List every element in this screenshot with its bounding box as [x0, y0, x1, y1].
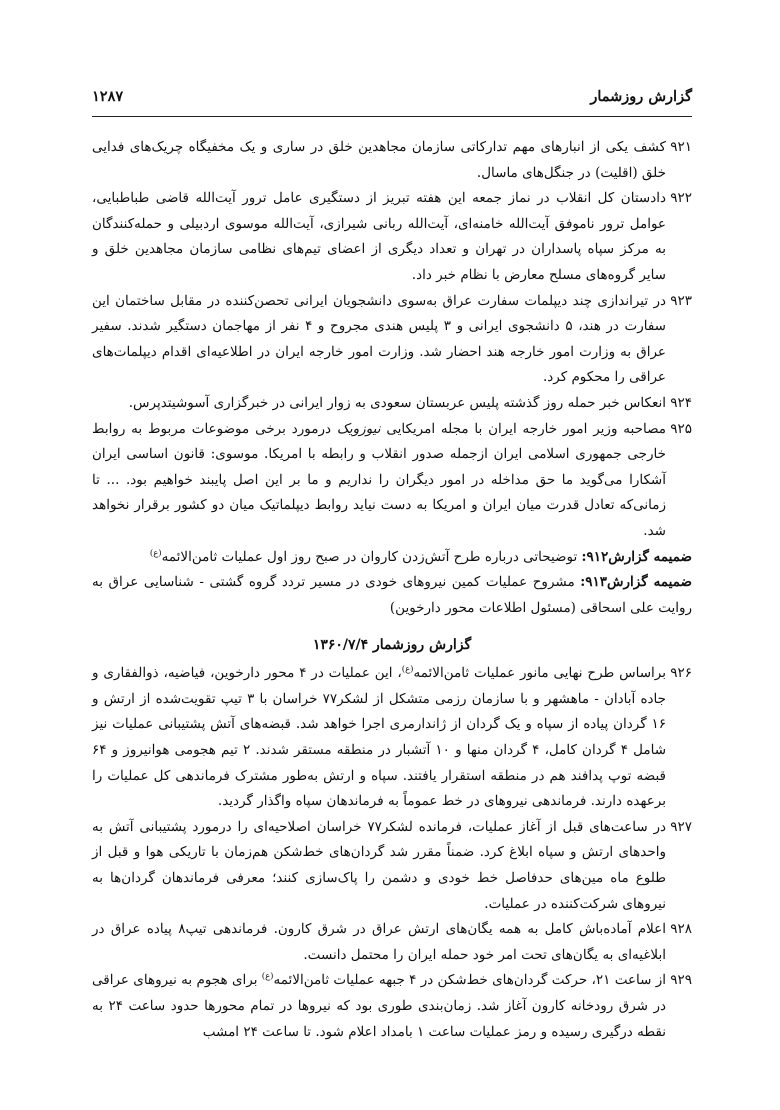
magazine-name: نیوزویک — [336, 420, 381, 437]
appendix-text: توضیحاتی درباره طرح آتش‌زدن کاروان در صبح روز اول عملیات ثامن‌الائمه — [161, 548, 582, 565]
document-body — [92, 135, 692, 1045]
entry-text-part: برای هجوم به نیروهای عراقی در شرق رودخانه کارون آغاز شد. زمان‌بندی طوری بود که نیروها در تمام محورها حدود ساعت ۲۴ به نقطه درگیری رسیده و رمز عملیات ساعت ۱ بامداد اعلام شود. تا ساعت ۲۴ امشب — [92, 972, 666, 1040]
entry-number: ۹۲۷ — [670, 818, 692, 835]
entry-number: ۹۲۸ — [670, 921, 692, 938]
entry-number: ۹۲۲ — [670, 190, 692, 207]
document-page — [92, 88, 692, 1045]
section-heading: گزارش روزشمار ۱۳۶۰/۷/۴ — [312, 637, 472, 654]
header-rule — [92, 116, 692, 117]
entry-926 — [92, 661, 692, 815]
appendix-label: ضمیمه گزارش۹۱۳: — [580, 574, 692, 591]
entry-number: ۹۲۳ — [670, 292, 692, 309]
entry-929 — [92, 968, 692, 1045]
entry-924 — [92, 391, 692, 417]
entry-text — [92, 417, 666, 545]
entry-text-part: درمورد برخی موضوعات مربوط به روابط خارجی جمهوری اسلامی ایران ازجمله صدور انقلاب و رابطه با امریکا. موسوی: قانون اساسی ایران آشکارا می‌گوید ما حق مداخله در امور دیگران را نداریم و ما بر این اصل پایبند خواهیم بود. ... تا زمانی‌که تعادل قدرت میان ایران و امریکا به دست نیاید روابط دیپلماتیک میان دو کشور برقرار نخواهد شد. — [92, 420, 666, 539]
entry-number: ۹۲۶ — [670, 665, 692, 682]
entry-number: ۹۲۴ — [670, 394, 692, 411]
entry-text: در ساعت‌های قبل از آغاز عملیات، فرمانده لشکر۷۷ خراسان اصلاحیه‌ای را درمورد پشتیبانی آتش به واحدهای ارتش و سپاه ابلاغ کرد. ضمناً مقرر شد گردان‌های خط‌شکن هم‌زمان با تاریکی هوا و قبل از طلوع ماه مین‌های حدفاصل خط خودی و دشمن را پاک‌سازی کنند؛ معرفی فرماندهان گردان‌ها به نیروهای شرکت‌کننده در عملیات. — [92, 818, 667, 912]
entry-text-part: براساس طرح نهایی مانور عملیات ثامن‌الائمه — [413, 665, 667, 682]
appendix-superscript: (ع) — [149, 548, 162, 558]
entry-text: کشف یکی از انبارهای مهم تدارکاتی سازمان مجاهدین خلق در ساری و یک مخفیگاه چریک‌های فدایی خلق (اقلیت) در جنگل‌های ماسال. — [92, 139, 666, 181]
appendix-label: ضمیمه گزارش۹۱۲: — [581, 548, 692, 565]
entry-text-part: مصاحبه وزیر امور خارجه ایران با مجله امریکایی — [380, 420, 667, 437]
entry-text: اعلام آماده‌باش کامل به همه یگان‌های ارتش عراق در شرق کارون. فرماندهی تیپ۸ پیاده عراق در ابلاغیه‌ای به یگان‌های تحت امر خود حمله ایران را محتمل دانست. — [92, 921, 666, 963]
entry-text — [92, 968, 666, 1045]
entry-number: ۹۲۵ — [670, 420, 692, 437]
appendix-913 — [92, 570, 692, 621]
entry-923 — [92, 289, 692, 391]
entry-text: در تیراندازی چند دیپلمات سفارت عراق به‌سوی دانشجویان ایرانی تحصن‌کننده در مقابل ساختمان این سفارت در هند، ۵ دانشجوی ایرانی و ۳ پلیس هندی مجروح و ۴ نفر از مهاجمان دستگیر شدند. سفیر عراق به وزارت امور خارجه هند احضار شد. وزارت امور خارجه ایران در اطلاعیه‌ای اقدام دیپلمات‌های عراقی را محکوم کرد. — [92, 292, 666, 386]
entry-superscript: (ع) — [261, 971, 274, 982]
entry-text: دادستان کل انقلاب در نماز جمعه این هفته تبریز از دستگیری عامل ترور آیت‌الله قاضی طباطبایی، عوامل ترور ناموفق آیت‌الله خامنه‌ای، آیت‌الله ربانی شیرازی، آیت‌الله موسوی اردبیلی و حمله‌کنندگان به مرکز سپاه پاسداران در تهران و تعداد دیگری از اعضای تیم‌های نظامی سازمان مجاهدین خلق و سایر گروه‌های مسلح معارض با نظام خبر داد. — [92, 190, 666, 283]
entry-927 — [92, 815, 692, 917]
running-header — [92, 88, 692, 112]
appendix-text: مشروح عملیات کمین نیروهای خودی در مسیر تردد گروه گشتی - شناسایی عراق به روایت علی اسحاقی (مسئول اطلاعات محور دارخوین) — [92, 574, 692, 616]
entry-921 — [92, 135, 692, 186]
entry-text-part: ، این عملیات در ۴ محور دارخوین، فیاضیه، ذوالفقاری و جاده آبادان - ماهشهر و با سازمان رزمی متشکل از لشکر۷۷ خراسان با ۳ تیپ تقویت‌شده از ارتش و ۱۶ گردان پیاده از سپاه و یک گردان از ژاندارمری اجرا خواهد شد. قبضه‌های آتش پشتیبانی عملیات نیز شامل ۴ گردان کامل، ۴ گردان منها و ۱۰ آتشبار در منطقه مستقر شدند. ۲ تیم هجومی هوانیروز و ۶۴ قبضه توپ پدافند هم در منطقه استقرار یافتند. سپاه و ارتش به‌طور مشترک فرماندهی کل عملیات را برعهده دارند. فرماندهی نیروهای در خط عموماً به فرماندهان سپاه واگذار گردید. — [92, 665, 667, 810]
entry-925 — [92, 417, 692, 545]
entry-922 — [92, 186, 692, 288]
appendix-912 — [92, 545, 692, 571]
entry-928 — [92, 917, 692, 968]
entry-number: ۹۲۹ — [670, 972, 692, 989]
header-title: گزارش روزشمار — [590, 88, 692, 105]
entry-text: انعکاس خبر حمله روز گذشته پلیس عربستان سعودی به زوار ایرانی در خبرگزاری آسوشیتدپرس. — [128, 394, 666, 411]
page-number: ۱۲۸۷ — [92, 88, 124, 105]
entry-number: ۹۲۱ — [670, 139, 692, 155]
entry-superscript: (ع) — [401, 664, 414, 675]
entry-text-part: از ساعت ۲۱، حرکت گردان‌های خط‌شکن در ۴ جبهه عملیات ثامن‌الائمه — [273, 972, 667, 989]
entry-text — [92, 661, 666, 815]
